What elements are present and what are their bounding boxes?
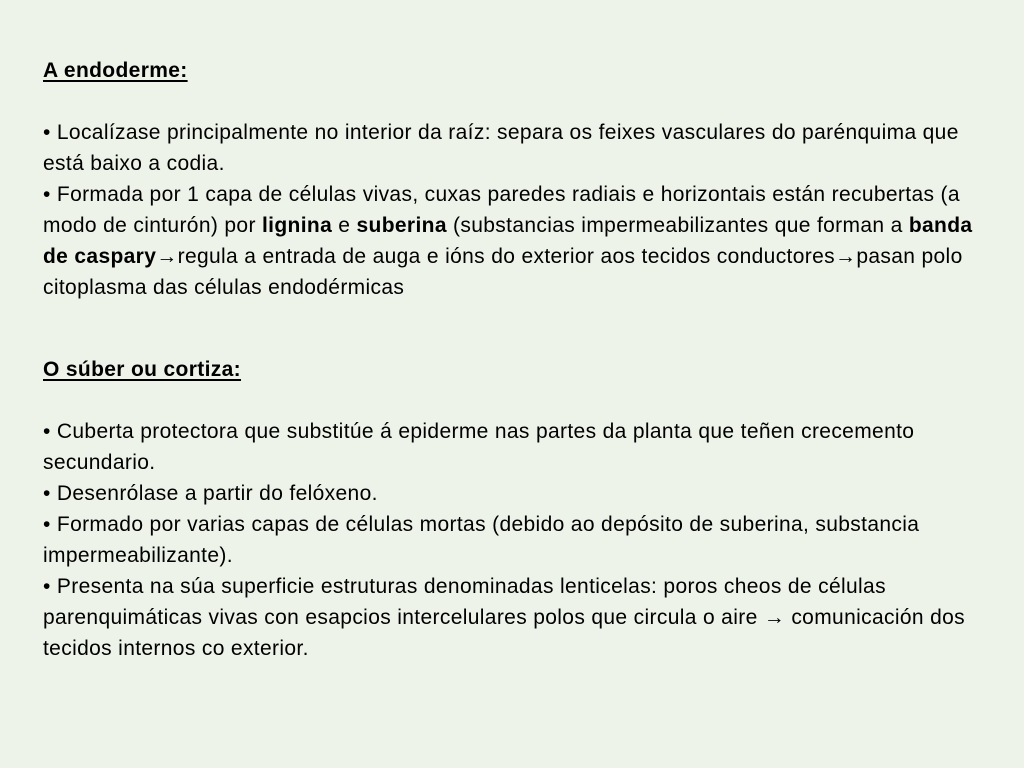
text-run: • Localízase principalmente no interior da raíz: separa os feixes vasculares do parénquima que está baixo a codia.	[43, 121, 959, 175]
bullet-paragraph	[43, 478, 993, 509]
bold-term-suberina: suberina	[356, 214, 447, 237]
text-run: • Formada por 1 capa de células vivas, cuxas paredes radiais e horizontais están recubertas (a modo de cinturón) por	[43, 183, 960, 237]
bullet-paragraph	[43, 509, 993, 571]
slide-content	[43, 55, 993, 664]
section-endoderme	[43, 55, 993, 303]
bold-term-banda-de-caspary: banda de caspary	[43, 214, 973, 268]
arrow-right-icon: →	[763, 606, 786, 629]
section-suber	[43, 354, 993, 664]
text-run: comunicación dos tecidos internos co exterior.	[43, 606, 966, 660]
arrow-right-icon: →	[156, 245, 178, 268]
text-run: • Formado por varias capas de células mortas (debido ao depósito de suberina, substancia impermeabilizante).	[43, 513, 920, 567]
text-run: (substancias impermeabilizantes que forman a	[446, 214, 909, 237]
text-run: • Presenta na súa superficie estruturas denominadas lenticelas: poros cheos de células parenquimáticas vivas con esapcios intercelulares polos que circula o aire	[43, 575, 886, 629]
bullet-paragraph	[43, 179, 993, 303]
text-run: pasan polo citoplasma das células endodérmicas	[43, 245, 963, 299]
bullet-paragraph	[43, 571, 993, 664]
arrow-right-icon: →	[834, 245, 857, 268]
text-run: • Cuberta protectora que substitúe á epiderme nas partes da planta que teñen crecemento secundario.	[43, 420, 915, 474]
section-heading: O súber ou cortiza:	[43, 358, 242, 381]
text-run: e	[332, 214, 357, 237]
text-run: regula a entrada de auga e ións do exterior aos tecidos conductores	[177, 245, 835, 268]
section-heading: A endoderme:	[43, 59, 188, 82]
bold-term-lignina: lignina	[261, 214, 333, 237]
bullet-paragraph	[43, 117, 993, 179]
text-run: • Desenrólase a partir do felóxeno.	[43, 482, 378, 505]
bullet-paragraph	[43, 416, 993, 478]
